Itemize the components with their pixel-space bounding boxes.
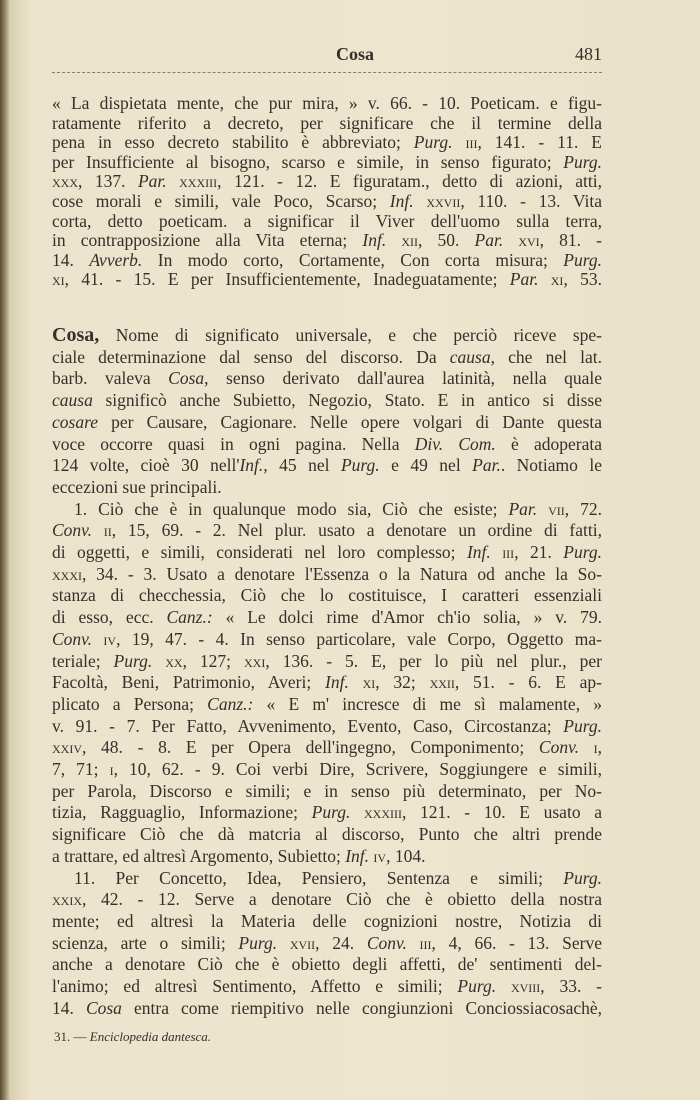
- text-line: [52, 368, 602, 388]
- text-line: [52, 672, 602, 692]
- text-segment: , 121. - 12. E figuratam., detto di azioni, atti,: [217, 171, 602, 192]
- text-line: [52, 781, 602, 801]
- text-segment: scienza, arte o simili;: [52, 932, 239, 953]
- text-segment: « E m' incresce di me sì malamente, »: [253, 693, 602, 714]
- text-segment: plicato a Persona;: [52, 693, 208, 714]
- roman-numeral: xxvii: [413, 191, 461, 211]
- roman-numeral: xii: [386, 230, 419, 251]
- text-segment: , 50.: [418, 230, 475, 251]
- text-line: [52, 564, 602, 584]
- roman-numeral: xxxi: [52, 563, 82, 584]
- text-segment: 11. Per Concetto, Idea, Pensiero, Sentenza e simili;: [74, 867, 564, 888]
- italic-reference: Par.: [472, 455, 501, 476]
- footer-signature: [54, 1029, 211, 1045]
- text-segment: , 10, 62. - 9. Coi verbi Dire, Scrivere, Soggiungere e simili,: [113, 759, 602, 779]
- roman-numeral: xvi: [503, 230, 540, 251]
- running-head-title: Cosa: [335, 44, 374, 64]
- text-line: [52, 250, 602, 270]
- roman-numeral: ii: [92, 520, 112, 541]
- text-segment: « Le dolci rime d'Amor ch'io solia, » v. 79.: [212, 607, 602, 628]
- italic-reference: Canz.:: [166, 607, 213, 628]
- roman-numeral: xxii: [429, 672, 455, 693]
- italic-reference: causa: [52, 390, 93, 411]
- roman-numeral: xi: [52, 269, 65, 290]
- roman-numeral: iii: [452, 132, 478, 153]
- italic-reference: Purg.: [340, 455, 380, 476]
- text-line: [52, 113, 602, 133]
- roman-numeral: xviii: [496, 976, 541, 996]
- text-segment: 45 nel: [267, 455, 341, 476]
- text-segment: tizia, Ragguaglio, Informazione;: [52, 802, 312, 823]
- text-segment: cose morali e simili, vale Poco, Scarso;: [52, 191, 390, 211]
- text-segment: teriale;: [52, 650, 114, 671]
- italic-reference: Par.: [474, 230, 504, 251]
- italic-reference: Div. Com.: [414, 433, 496, 454]
- italic-reference: Purg.: [113, 650, 153, 671]
- text-segment: è adoperata: [495, 433, 602, 454]
- italic-reference: Inf.: [362, 230, 387, 251]
- italic-reference: Par.: [509, 269, 539, 290]
- text-line: [52, 152, 602, 172]
- text-segment: Nome di significato universale, e che perciò riceve spe-: [99, 325, 602, 345]
- text-line: [52, 347, 602, 367]
- text-segment: stanza di checchessia, Ciò che lo costituisce, I caratteri essenziali: [52, 585, 602, 606]
- text-line: [52, 802, 602, 822]
- text-segment: anche a denotare Ciò che è obietto degli affetti, de' sentimenti del-: [52, 954, 602, 975]
- text-segment: entra come riempitivo nelle congiunzioni Conciossiacosachè,: [121, 997, 602, 1018]
- italic-reference: Purg.: [563, 867, 602, 888]
- text-line: [52, 191, 602, 211]
- text-segment: v. 91. - 7. Per Fatto, Avvenimento, Evento, Caso, Circostanza;: [52, 715, 564, 736]
- text-line: [52, 651, 602, 671]
- text-line: [52, 737, 602, 757]
- text-line: [52, 520, 602, 540]
- italic-reference: Canz.:: [207, 693, 254, 714]
- italic-reference: Conv.: [52, 628, 93, 649]
- text-line: [52, 846, 602, 866]
- roman-numeral: iv: [369, 845, 387, 866]
- text-segment: eccezioni sue principali.: [52, 476, 222, 497]
- roman-numeral: i: [109, 759, 114, 779]
- roman-numeral: iii: [490, 542, 515, 562]
- italic-reference: Inf.: [325, 672, 349, 693]
- text-segment: di esso, ecc.: [52, 607, 167, 628]
- text-line: [52, 499, 602, 519]
- roman-numeral: xxxiii: [350, 802, 402, 823]
- text-line: [52, 716, 602, 736]
- text-line: [52, 542, 602, 562]
- text-line: [52, 607, 602, 627]
- text-line: [52, 759, 602, 779]
- italic-reference: Purg.: [563, 542, 602, 562]
- page-number: 481: [575, 44, 602, 64]
- header-rule: [52, 72, 602, 73]
- text-segment: , 21.: [514, 542, 564, 562]
- text-segment: ,: [597, 737, 602, 758]
- italic-reference: Purg.: [413, 132, 453, 153]
- text-segment: , 104.: [386, 845, 426, 866]
- italic-reference: Cosa: [168, 368, 205, 389]
- text-line: [52, 455, 602, 475]
- text-segment: , 127;: [182, 650, 244, 671]
- book-title: Enciclopedia dantesca.: [89, 1029, 212, 1044]
- roman-numeral: xxiv: [52, 737, 82, 758]
- roman-numeral: xxi: [244, 650, 266, 671]
- roman-numeral: xxx: [52, 171, 78, 192]
- italic-reference: Inf.: [466, 542, 491, 562]
- italic-reference: Conv.: [366, 932, 407, 953]
- text-segment: « La dispietata mente, che pur mira, » v. 66. - 10. Poeticam. e figu-: [52, 93, 602, 113]
- text-segment: per Insufficiente al bisogno, scarso e simile, in senso figurato;: [52, 151, 564, 172]
- text-segment: , 19, 47. - 4. In senso particolare, vale Corpo, Oggetto ma-: [116, 628, 602, 649]
- text-segment: , 81. -: [539, 230, 602, 251]
- text-line: [52, 824, 602, 844]
- text-segment: voce occorre quasi in ogni pagina. Nella: [52, 433, 415, 454]
- text-line: [52, 911, 602, 931]
- text-segment: 124 volte, cioè 30 nell': [52, 455, 240, 476]
- text-segment: pena in esso decreto stabilito è abbreviato;: [52, 132, 414, 153]
- text-segment: mente; ed altresì la Materia delle cognizioni nostre, Notizia di: [52, 910, 602, 931]
- text-line: [52, 412, 602, 432]
- text-segment: a trattare, ed altresì Argomento, Subietto;: [52, 845, 346, 866]
- text-line: [52, 585, 602, 605]
- signature-number: 31. —: [54, 1029, 87, 1044]
- text-segment: , 48. - 8. E per Opera dell'ingegno, Componimento;: [82, 737, 539, 758]
- italic-reference: Conv.: [538, 737, 579, 758]
- text-segment: , 51. - 6. E ap-: [454, 672, 602, 693]
- italic-reference: Avverb.: [89, 249, 143, 270]
- italic-reference: Inf.,: [239, 455, 268, 476]
- text-segment: , 121. - 10. E usato a: [402, 802, 602, 823]
- text-line: [52, 889, 602, 909]
- text-line: [52, 211, 602, 231]
- text-segment: , 72.: [564, 498, 602, 519]
- italic-reference: Purg.: [457, 976, 497, 996]
- text-line: [52, 976, 602, 996]
- text-segment: per Parola, Discorso e simili; e in senso più determinato, per No-: [52, 780, 602, 801]
- entry-headword-line: [52, 325, 602, 345]
- text-line: [52, 868, 602, 888]
- text-segment: , 42. - 12. Serve a denotare Ciò che è obietto della nostra: [82, 889, 602, 910]
- text-line: [52, 132, 602, 152]
- text-segment: , 110. - 13. Vita: [460, 191, 602, 211]
- text-segment: , che nel lat.: [490, 346, 602, 367]
- text-segment: , 53.: [563, 269, 602, 290]
- roman-numeral: iv: [92, 628, 117, 649]
- italic-reference: Inf.: [389, 191, 414, 211]
- italic-reference: Purg.: [563, 151, 602, 172]
- text-line: [52, 230, 602, 250]
- roman-numeral: xxix: [52, 889, 82, 910]
- text-segment: di oggetti, e simili, considerati nel loro complesso;: [52, 542, 467, 562]
- text-segment: significare Ciò che dà matcria al discorso, Punto che altri prende: [52, 824, 602, 845]
- text-segment: 1. Ciò che è in qualunque modo sia, Ciò che esiste;: [74, 498, 509, 519]
- text-segment: barb. valeva: [52, 368, 169, 389]
- text-segment: , 4, 66. - 13. Serve: [431, 932, 602, 953]
- text-segment: in contrapposizione alla Vita eterna;: [52, 230, 363, 251]
- text-segment: . Notiamo le: [500, 455, 602, 476]
- italic-reference: Cosa: [85, 997, 122, 1018]
- text-segment: 14.: [52, 249, 90, 270]
- roman-numeral: xxxiii: [166, 171, 218, 192]
- text-segment: per Causare, Cagionare. Nelle opere volgari di Dante questa: [98, 411, 602, 432]
- text-segment: , 33. -: [540, 976, 602, 996]
- text-segment: , senso derivato dall'aurea latinità, nella quale: [204, 368, 602, 389]
- text-line: [52, 694, 602, 714]
- text-line: [52, 933, 602, 953]
- roman-numeral: xx: [152, 650, 183, 671]
- headword: Cosa,: [52, 325, 100, 345]
- text-segment: corta, detto poeticam. a significar il Viver dell'uomo sulla terra,: [52, 210, 602, 231]
- text-segment: , 41. - 15. E per Insufficientemente, Inadeguatamente;: [64, 269, 510, 290]
- roman-numeral: xi: [538, 269, 564, 290]
- roman-numeral: i: [578, 737, 598, 758]
- text-line: [52, 954, 602, 974]
- roman-numeral: iii: [406, 932, 432, 953]
- text-line: [52, 171, 602, 191]
- roman-numeral: xvii: [277, 932, 316, 953]
- italic-reference: Conv.: [52, 520, 93, 541]
- text-segment: 7, 71;: [52, 759, 110, 779]
- roman-numeral: vii: [537, 498, 565, 519]
- text-line: [52, 477, 602, 497]
- text-line: [52, 629, 602, 649]
- text-segment: e 49 nel: [379, 455, 473, 476]
- text-line: [52, 390, 602, 410]
- italic-reference: Inf.: [345, 845, 370, 866]
- italic-reference: Purg.: [563, 715, 602, 736]
- text-segment: 14.: [52, 997, 86, 1018]
- text-segment: , 136. - 5. E, per lo più nel plur., per: [265, 650, 602, 671]
- text-segment: , 32;: [375, 672, 430, 693]
- text-segment: , 137.: [78, 171, 138, 192]
- text-segment: ratamente riferito a decreto, per significare che il termine della: [52, 112, 602, 133]
- text-segment: significò anche Subietto, Negozio, Stato. E in antico si disse: [92, 390, 602, 411]
- text-segment: In modo corto, Cortamente, Con corta misura;: [142, 249, 564, 270]
- text-line: [52, 93, 602, 113]
- text-segment: Facoltà, Beni, Patrimonio, Averi;: [52, 672, 325, 693]
- italic-reference: Purg.: [238, 932, 278, 953]
- roman-numeral: xi: [348, 672, 376, 693]
- italic-reference: Purg.: [563, 249, 602, 270]
- text-line: [52, 434, 602, 454]
- text-segment: , 141. - 11. E: [477, 132, 602, 153]
- text-line: [52, 998, 602, 1018]
- italic-reference: Par.: [508, 498, 538, 519]
- italic-reference: Par.: [137, 171, 167, 192]
- text-segment: ciale determinazione dal senso del discorso. Da: [52, 346, 450, 367]
- italic-reference: Purg.: [311, 802, 351, 823]
- text-segment: , 15, 69. - 2. Nel plur. usato a denotare un ordine di fatti,: [111, 520, 602, 541]
- text-line: [52, 269, 602, 289]
- italic-reference: cosare: [52, 411, 99, 432]
- text-segment: , 24.: [315, 932, 367, 953]
- text-segment: l'animo; ed altresì Sentimento, Affetto e simili;: [52, 976, 458, 996]
- text-segment: , 34. - 3. Usato a denotare l'Essenza o la Natura od anche la So-: [82, 563, 602, 584]
- italic-reference: causa: [449, 346, 491, 367]
